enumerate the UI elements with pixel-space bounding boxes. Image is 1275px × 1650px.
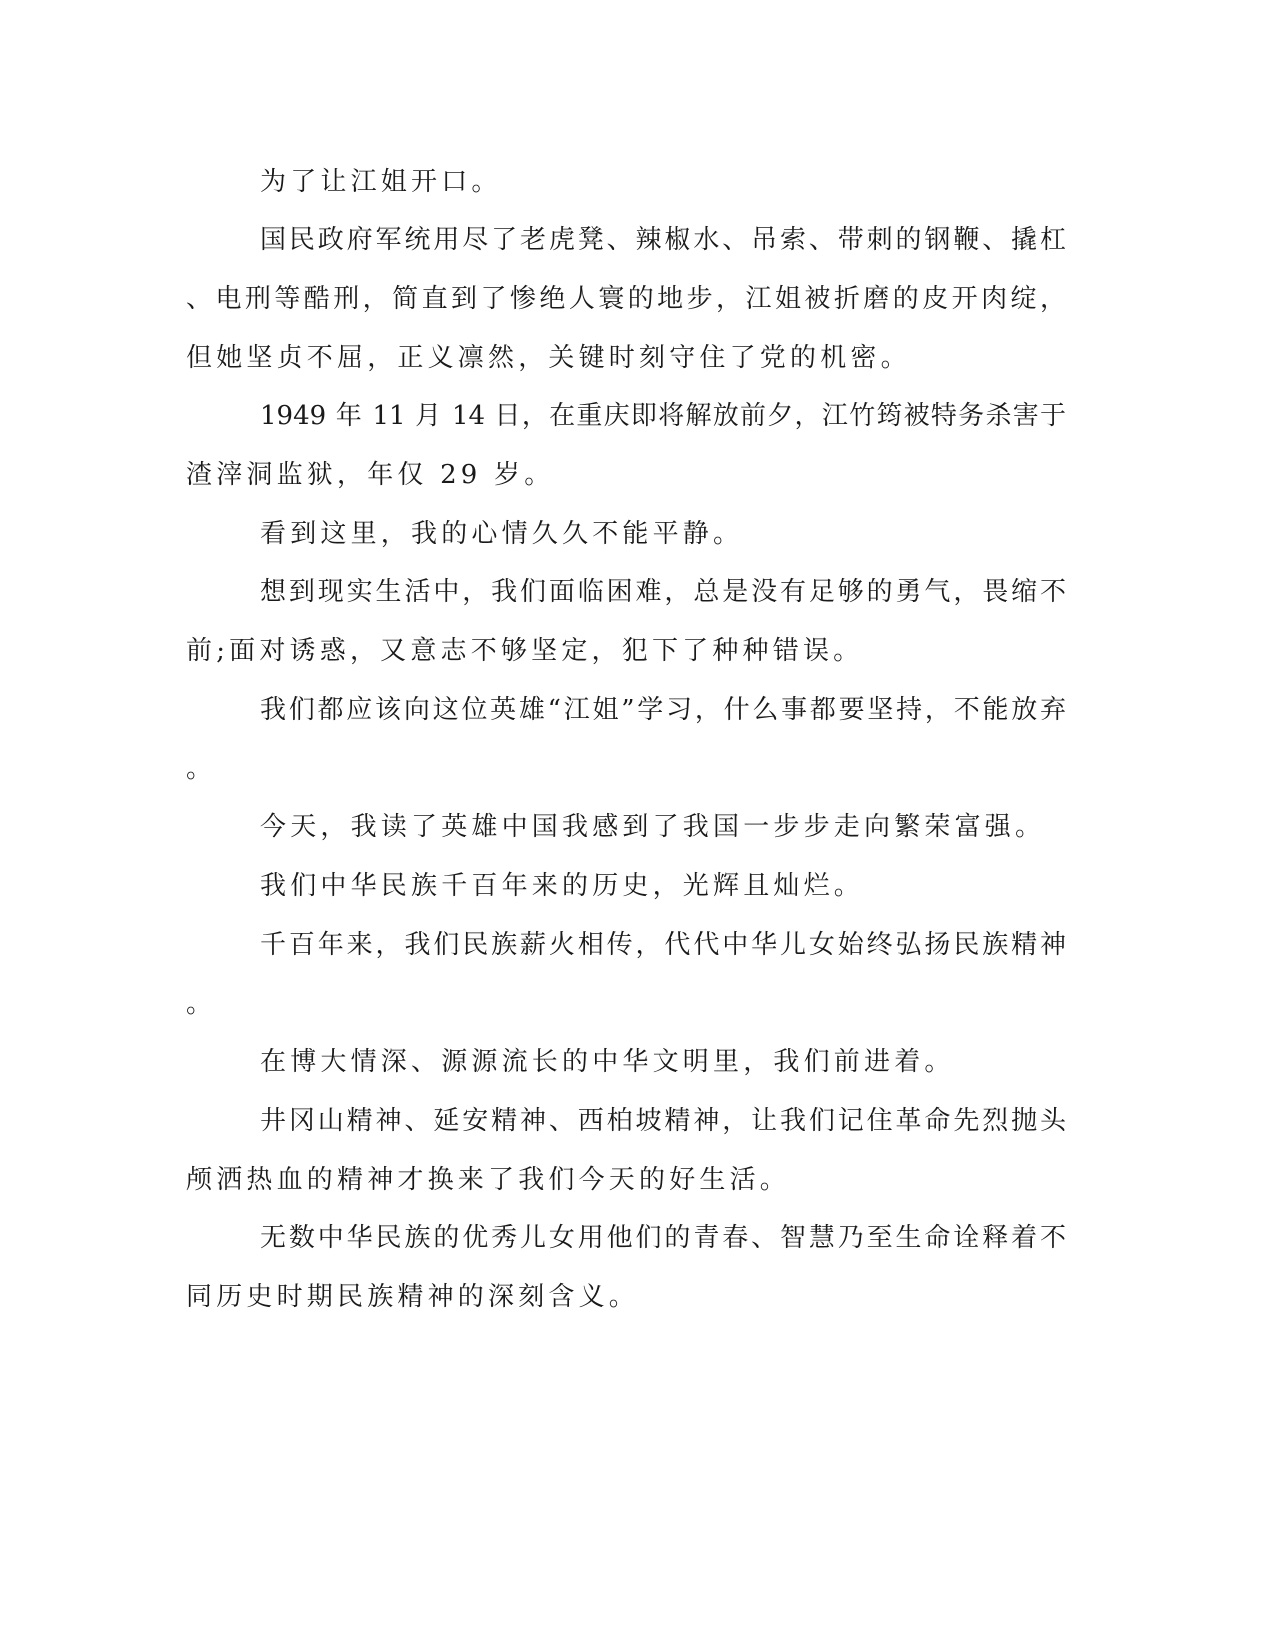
text-line: 我们中华民族千百年来的历史，光辉且灿烂。 (260, 871, 865, 901)
text-line: 在博大情深、源源流长的中华文明里，我们前进着。 (260, 1047, 955, 1077)
text-line: 、电刑等酷刑，简直到了惨绝人寰的地步，江姐被折磨的皮开肉绽， (186, 284, 1066, 314)
text-line: 1949 年 11 月 14 日，在重庆即将解放前夕，江竹筠被特务杀害于 (260, 401, 1066, 431)
text-line: 同历史时期民族精神的深刻含义。 (186, 1282, 640, 1312)
text-line: 我们都应该向这位英雄“江姐”学习，什么事都要坚持，不能放弃 (260, 695, 1066, 725)
text-line: 今天，我读了英雄中国我感到了我国一步步走向繁荣富强。 (260, 812, 1046, 842)
text-line: 但她坚贞不屈，正义凛然，关键时刻守住了党的机密。 (186, 343, 911, 373)
text-line: 井冈山精神、延安精神、西柏坡精神，让我们记住革命先烈抛头 (260, 1106, 1066, 1136)
text-line: 看到这里，我的心情久久不能平静。 (260, 519, 744, 549)
text-line: 渣滓洞监狱，年仅 29 岁。 (186, 460, 555, 490)
text-line: 想到现实生活中，我们面临困难，总是没有足够的勇气，畏缩不 (260, 577, 1066, 607)
text-line: 千百年来，我们民族薪火相传，代代中华儿女始终弘扬民族精神 (260, 930, 1066, 960)
text-line: 前;面对诱惑，又意志不够坚定，犯下了种种错误。 (186, 636, 864, 666)
text-line: 国民政府军统用尽了老虎凳、辣椒水、吊索、带刺的钢鞭、撬杠 (260, 225, 1066, 255)
text-line: 无数中华民族的优秀儿女用他们的青春、智慧乃至生命诠释着不 (260, 1223, 1066, 1253)
text-line: 为了让江姐开口。 (260, 167, 502, 197)
text-line: 。 (186, 754, 217, 784)
text-line: 颅洒热血的精神才换来了我们今天的好生活。 (186, 1165, 791, 1195)
text-line: 。 (186, 989, 217, 1019)
